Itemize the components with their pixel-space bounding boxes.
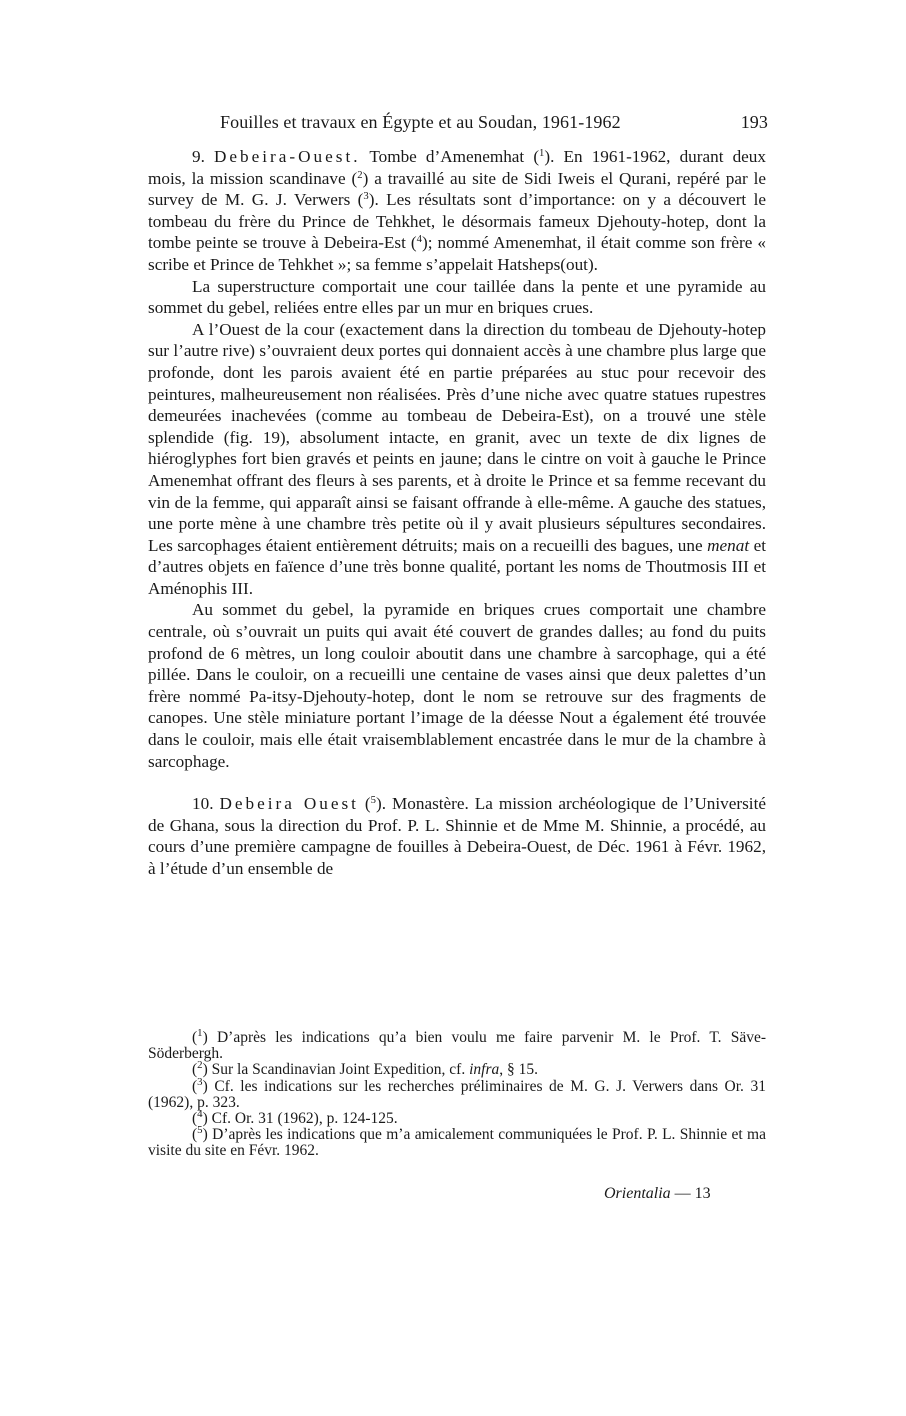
section-10-number: 10.: [192, 794, 214, 814]
footnote-5: ($^5$) D’après les indications que m’a amicalement communiquées le Prof. P. L. Shinnie et ma visite du site en Févr. 1962.: [148, 1124, 766, 1160]
footnote-2-number: 2: [197, 1059, 203, 1072]
paragraph-pyramid: Au sommet du gebel, la pyramide en briques crues comportait une chambre centrale, où s’ouvrait un puits qui avait été couvert de grandes dalles; au fond du puits profond de 6 mètres, un long couloir aboutit dans une chambre à sarcophage, qui a été pillée. Dans le couloir, on a recueilli une centaine de vases ainsi que deux palettes d’un frère nommé Pa-itsy-Djehouty-hotep, dont le nom se retrouve sur des fragments de canopes. Une stèle miniature portant l’image de la déesse Nout a également été trouvée dans le couloir, mais elle était vraisemblablement encastrée dans le mur de la chambre à sarcophage.: [148, 600, 766, 771]
footnote-1-number: 1: [197, 1027, 203, 1040]
footnote-5-text: D’après les indications que m’a amicalement communiquées le Prof. P. L. Shinnie et ma visite du site en Févr. 1962.: [148, 1126, 766, 1160]
section-9-site: Debeira-Ouest.: [214, 147, 361, 166]
footnote-4: ($^4$) Cf. Or. 31 (1962), p. 124-125.: [192, 1108, 398, 1128]
footnote-4-text: Cf. Or. 31 (1962), p. 124-125.: [207, 1110, 398, 1128]
paragraph-superstructure: La superstructure comportait une cour taillée dans la pente et une pyramide au sommet du gebel, reliées entre elles par un mur en briques crues.: [148, 276, 766, 318]
section-9-text-1: . En 1961-1962, durant deux mois, la mission scandinave: [148, 147, 766, 188]
section-9-text-4: ; nommé Amenemhat, il était comme son frère « scribe et Prince de Tehkhet »; sa femme s’appelait Hatsheps(out).: [148, 233, 767, 274]
footnote-4-number: 4: [197, 1108, 203, 1121]
footnote-2-text-1: Sur la Scandinavian Joint Expedition, cf.: [207, 1061, 470, 1079]
section-9-text-2: a travaillé au site de Sidi Iweis el Qurani, repéré par le survey de M. G. J. Verwers: [148, 168, 766, 210]
paragraph-section-10: 10. Debeira Ouest ($^5$). Monastère. La mission archéologique de l’Université de Ghana, sous la direction du Prof. P. L. Shinnie et de Mme M. Shinnie, a procédé, au cours d’une première campagne de fouilles à Debeira-Ouest, de Déc. 1961 à Févr. 1962, à l’étude d’un ensemble de: [148, 794, 766, 878]
footnote-ref-4: 4: [416, 234, 422, 246]
journal-name: Orientalia: [604, 1185, 671, 1202]
footnote-ref-5: 5: [370, 795, 376, 807]
footnotes: [148, 1027, 766, 1160]
paragraph-section-9: 9. Debeira-Ouest. Tombe d’Amenemhat ($^1$). En 1961-1962, durant deux mois, la mission scandinave ($^2$) a travaillé au site de Sidi Iweis el Qurani, repéré par le survey de M. G. J. Verwers ($^3$). Les résultats sont d’importance: on y a découvert le tombeau du frère du Prince de Tehkhet, le désormais fameux Djehouty-hotep, dont la tombe peinte se trouve à Debeira-Est ($^4$); nommé Amenemhat, il était comme son frère « scribe et Prince de Tehkhet »; sa femme s’appelait Hatsheps(out).: [148, 147, 767, 274]
paragraph-west-court-italic: menat: [707, 535, 750, 555]
footer-dash: —: [674, 1185, 691, 1202]
running-head: [220, 112, 768, 133]
footnote-3-text: Cf. les indications sur les recherches préliminaires de M. G. J. Verwers dans Or. 31 (1962), p. 323.: [148, 1077, 766, 1111]
signature-mark: 13: [694, 1185, 711, 1202]
section-10-text: . Monastère. La mission archéologique de l’Université de Ghana, sous la direction du Prof. P. L. Shinnie et de Mme M. Shinnie, a procédé, au cours d’une première campagne de fouilles à Debeira-Ouest, de Déc. 1961 à Févr. 1962, à l’étude d’un ensemble de: [148, 794, 766, 878]
signature-footer: [604, 1185, 711, 1203]
footnote-2-text-2: , § 15.: [499, 1061, 538, 1079]
body-text: [148, 146, 766, 880]
section-9-lead: Tombe d’Amenemhat: [369, 147, 525, 166]
footnote-ref-3: 3: [363, 191, 369, 203]
page-number: 193: [740, 112, 768, 132]
section-gap: [148, 772, 766, 793]
paragraph-west-court-text-1: A l’Ouest de la cour (exactement dans la direction du tombeau de Djehouty-hotep sur l’autre rive) s’ouvraient deux portes qui donnaient accès à une chambre plus large que profonde, dont les parois avaient été en partie préparées au stuc pour recevoir des peintures, malheureusement non réalisées. Près d’une niche avec quatre statues rupestres demeurées inachevées (comme au tombeau de Debeira-Est), on a trouvé une stèle splendide (fig. 19), absolument intacte, en granit, avec un texte de dix lignes de hiéroglyphes fort bien gravés et peints en jaune; dans le cintre on voit à gauche le Prince Amenemhat offrant des fleurs à ses parents, et à droite le Prince et sa femme recevant du vin de la femme, qui apparaît ainsi se faisant offrande à elle-même. A gauche des statues, une porte mène à une chambre très petite où il y avait plusieurs sépultures secondaires. Les sarcophages étaient entièrement détruits; mais on a recueilli des bagues, une: [148, 319, 766, 555]
footnote-2: ($^2$) Sur la Scandinavian Joint Expedition, cf. infra, § 15.: [192, 1059, 538, 1079]
footnote-3: ($^3$) Cf. les indications sur les recherches préliminaires de M. G. J. Verwers dans Or. 31 (1962), p. 323.: [148, 1075, 766, 1111]
footnote-5-number: 5: [197, 1124, 203, 1137]
paragraph-west-court: [148, 319, 766, 600]
section-9-number: 9.: [192, 147, 205, 166]
paragraph-west-court-text-2: et d’autres objets en faïence d’une très bonne qualité, portant les noms de Thoutmosis III et Aménophis III.: [148, 535, 766, 598]
footnote-1-text: D’après les indications qu’a bien voulu me faire parvenir M. le Prof. T. Säve-Söderbergh.: [148, 1029, 766, 1063]
running-head-title: Fouilles et travaux en Égypte et au Soudan, 1961-1962: [220, 112, 621, 132]
footnote-2-italic: infra: [469, 1061, 500, 1079]
section-10-site: Debeira Ouest: [219, 794, 359, 814]
footnote-ref-2: 2: [357, 169, 363, 181]
section-9-text-3: . Les résultats sont d’importance: on y a découvert le tombeau du frère du Prince de Tehkhet, le désormais fameux Djehouty-hotep, dont la tombe peinte se trouve à Debeira-Est: [148, 190, 766, 253]
footnote-3-number: 3: [197, 1075, 203, 1088]
footnote-1: ($^1$) D’après les indications qu’a bien voulu me faire parvenir M. le Prof. T. Säve-Söderbergh.: [148, 1027, 766, 1063]
footnote-ref-1: 1: [539, 148, 545, 160]
